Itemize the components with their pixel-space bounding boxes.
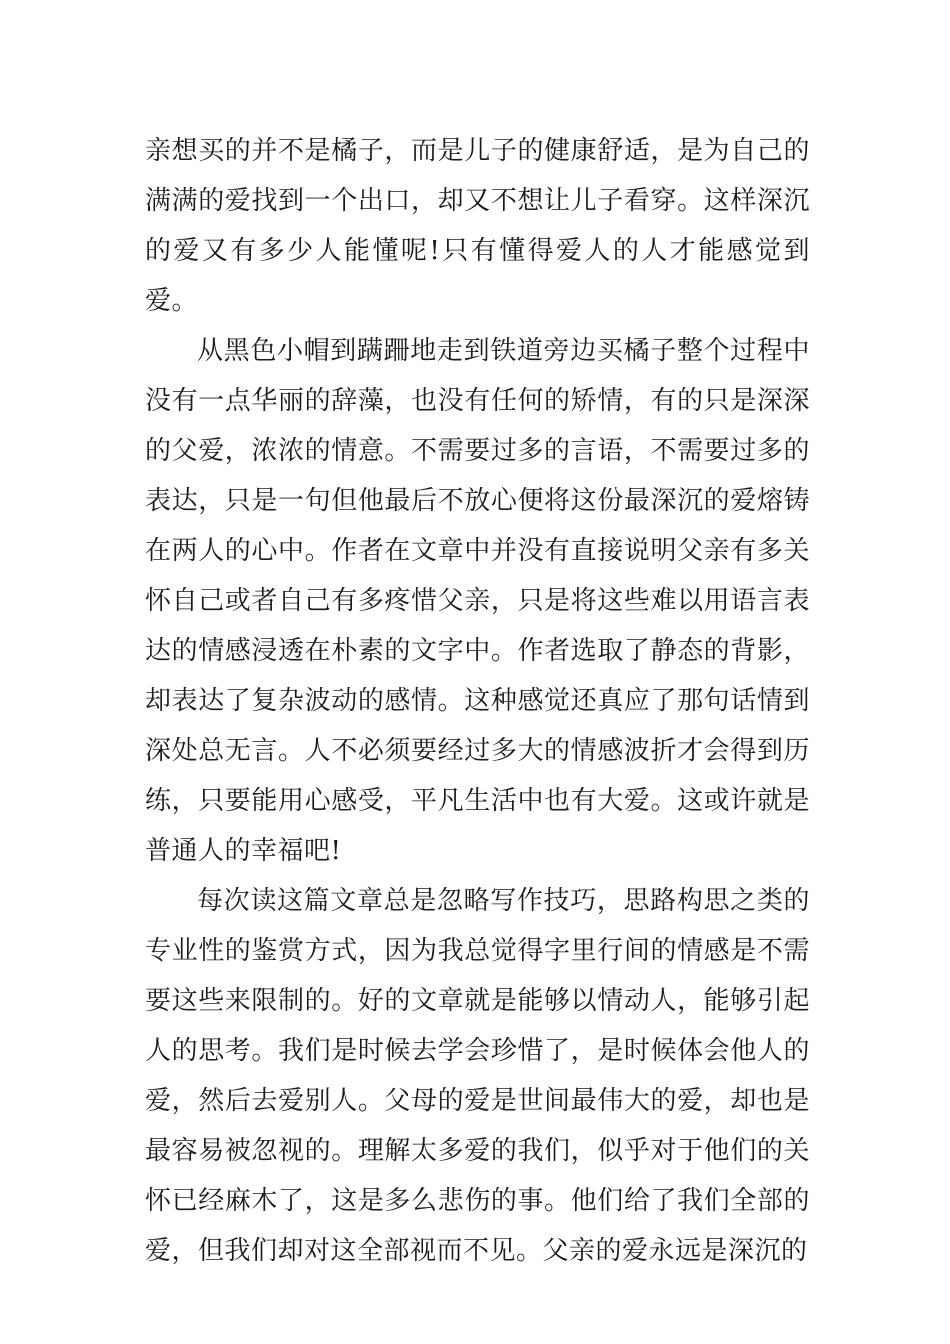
paragraph: 每次读这篇文章总是忽略写作技巧，思路构思之类的专业性的鉴赏方式，因为我总觉得字里行间的情感是不需要这些来限制的。好的文章就是能够以情动人，能够引起人的思考。我们是时候去学会珍惜了，是时候体会他人的爱，然后去爱别人。父母的爱是世间最伟大的爱，却也是最容易被忽视的。理解太多爱的我们，似乎对于他们的关怀已经麻木了，这是多么悲伤的事。他们给了我们全部的爱，但我们却对这全部视而不见。父亲的爱永远是深沉的 xyxy=(145,886,810,1266)
document-body xyxy=(145,126,810,1276)
paragraph-continuation: 亲想买的并不是橘子，而是儿子的健康舒适，是为自己的满满的爱找到一个出口，却又不想让儿子看穿。这样深沉的爱又有多少人能懂呢!只有懂得爱人的人才能感觉到爱。 xyxy=(145,136,810,316)
paragraph: 从黑色小帽到蹒跚地走到铁道旁边买橘子整个过程中没有一点华丽的辞藻，也没有任何的矫情，有的只是深深的父爱，浓浓的情意。不需要过多的言语，不需要过多的表达，只是一句但他最后不放心便将这份最深沉的爱熔铸在两人的心中。作者在文章中并没有直接说明父亲有多关怀自己或者自己有多疼惜父亲，只是将这些难以用语言表达的情感浸透在朴素的文字中。作者选取了静态的背影，却表达了复杂波动的感情。这种感觉还真应了那句话情到深处总无言。人不必须要经过多大的情感波折才会得到历练，只要能用心感受，平凡生活中也有大爱。这或许就是普通人的幸福吧! xyxy=(145,336,810,866)
